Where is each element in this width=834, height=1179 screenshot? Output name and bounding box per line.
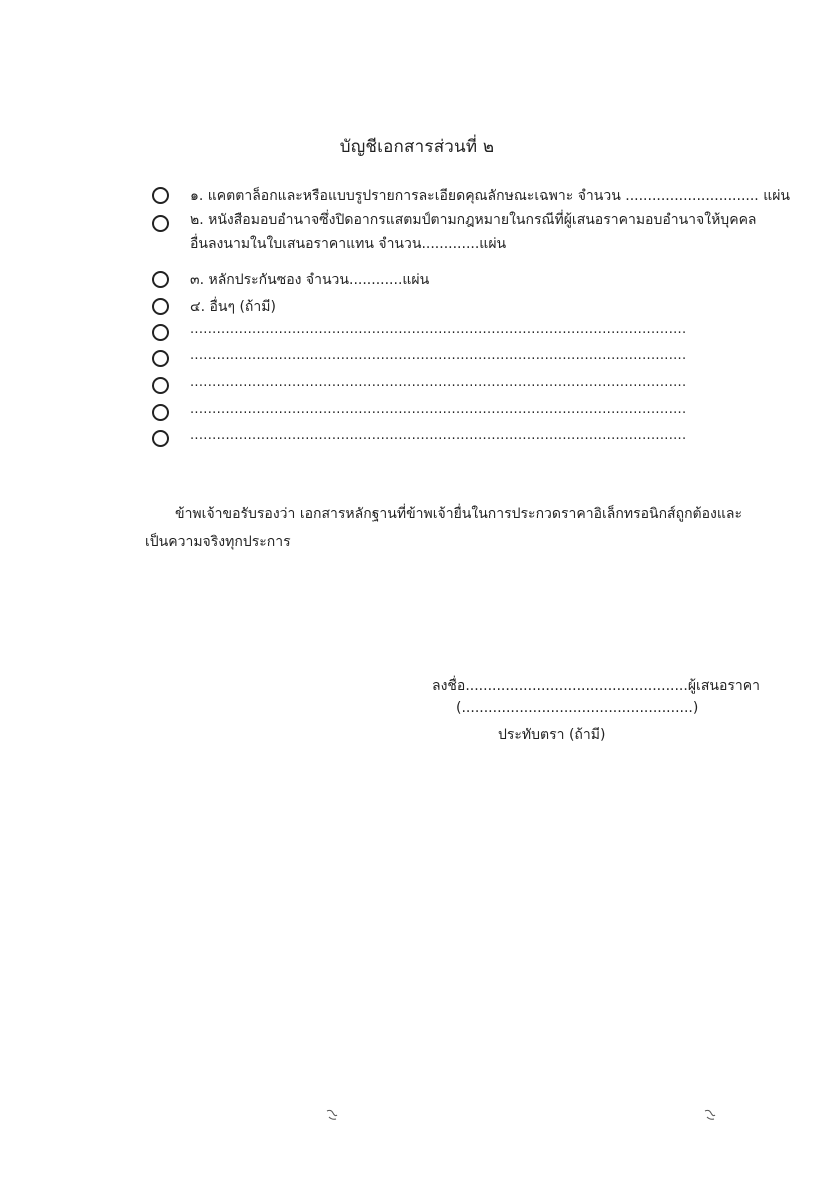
seal-line: ประทับตรา (ถ้ามี) (498, 727, 606, 743)
checkbox-circle-icon[interactable] (152, 215, 169, 232)
checkbox-circle-icon[interactable] (152, 350, 169, 367)
item-text: ๒. หนังสือมอบอำนาจซึ่งปิดอากรแสตมป์ตามกฎหมายในกรณีที่ผู้เสนอราคามอบอำนาจให้บุคคลอื่นลงนามในใบเสนอราคาแทน จำนวน.............แผ่น (190, 212, 757, 252)
item-text: ๑. แคตตาล็อกและหรือแบบรูปรายการละเอียดคุณลักษณะเฉพาะ จำนวน .............................. แผ่น (190, 188, 790, 204)
item-text: ๔. อื่นๆ (ถ้ามี) (190, 299, 276, 315)
checkbox-circle-icon[interactable] (152, 324, 169, 341)
signature-line: ลงชื่อ..................................................ผู้เสนอราคา (432, 678, 760, 694)
blank-line: ................................................................................................................ (190, 428, 687, 443)
document-title: บัญชีเอกสารส่วนที่ ๒ (339, 137, 495, 157)
certification-text: ข้าพเจ้าขอรับรองว่า เอกสารหลักฐานที่ข้าพเจ้ายื่นในการประกวดราคาอิเล็กทรอนิกส์ถูกต้องและเป็นความจริงทุกประการ (145, 506, 743, 550)
initial-mark-icon (325, 1108, 339, 1122)
name-line: (....................................................) (456, 700, 699, 716)
initial-mark-icon (703, 1108, 717, 1122)
blank-line: ................................................................................................................ (190, 375, 687, 390)
checkbox-circle-icon[interactable] (152, 271, 169, 288)
checkbox-circle-icon[interactable] (152, 430, 169, 447)
blank-line: ................................................................................................................ (190, 348, 687, 363)
checkbox-circle-icon[interactable] (152, 404, 169, 421)
blank-line: ................................................................................................................ (190, 322, 687, 337)
checkbox-circle-icon[interactable] (152, 187, 169, 204)
blank-line: ................................................................................................................ (190, 402, 687, 417)
item-text: ๓. หลักประกันซอง จำนวน............แผ่น (190, 272, 430, 288)
checkbox-circle-icon[interactable] (152, 298, 169, 315)
checkbox-circle-icon[interactable] (152, 377, 169, 394)
